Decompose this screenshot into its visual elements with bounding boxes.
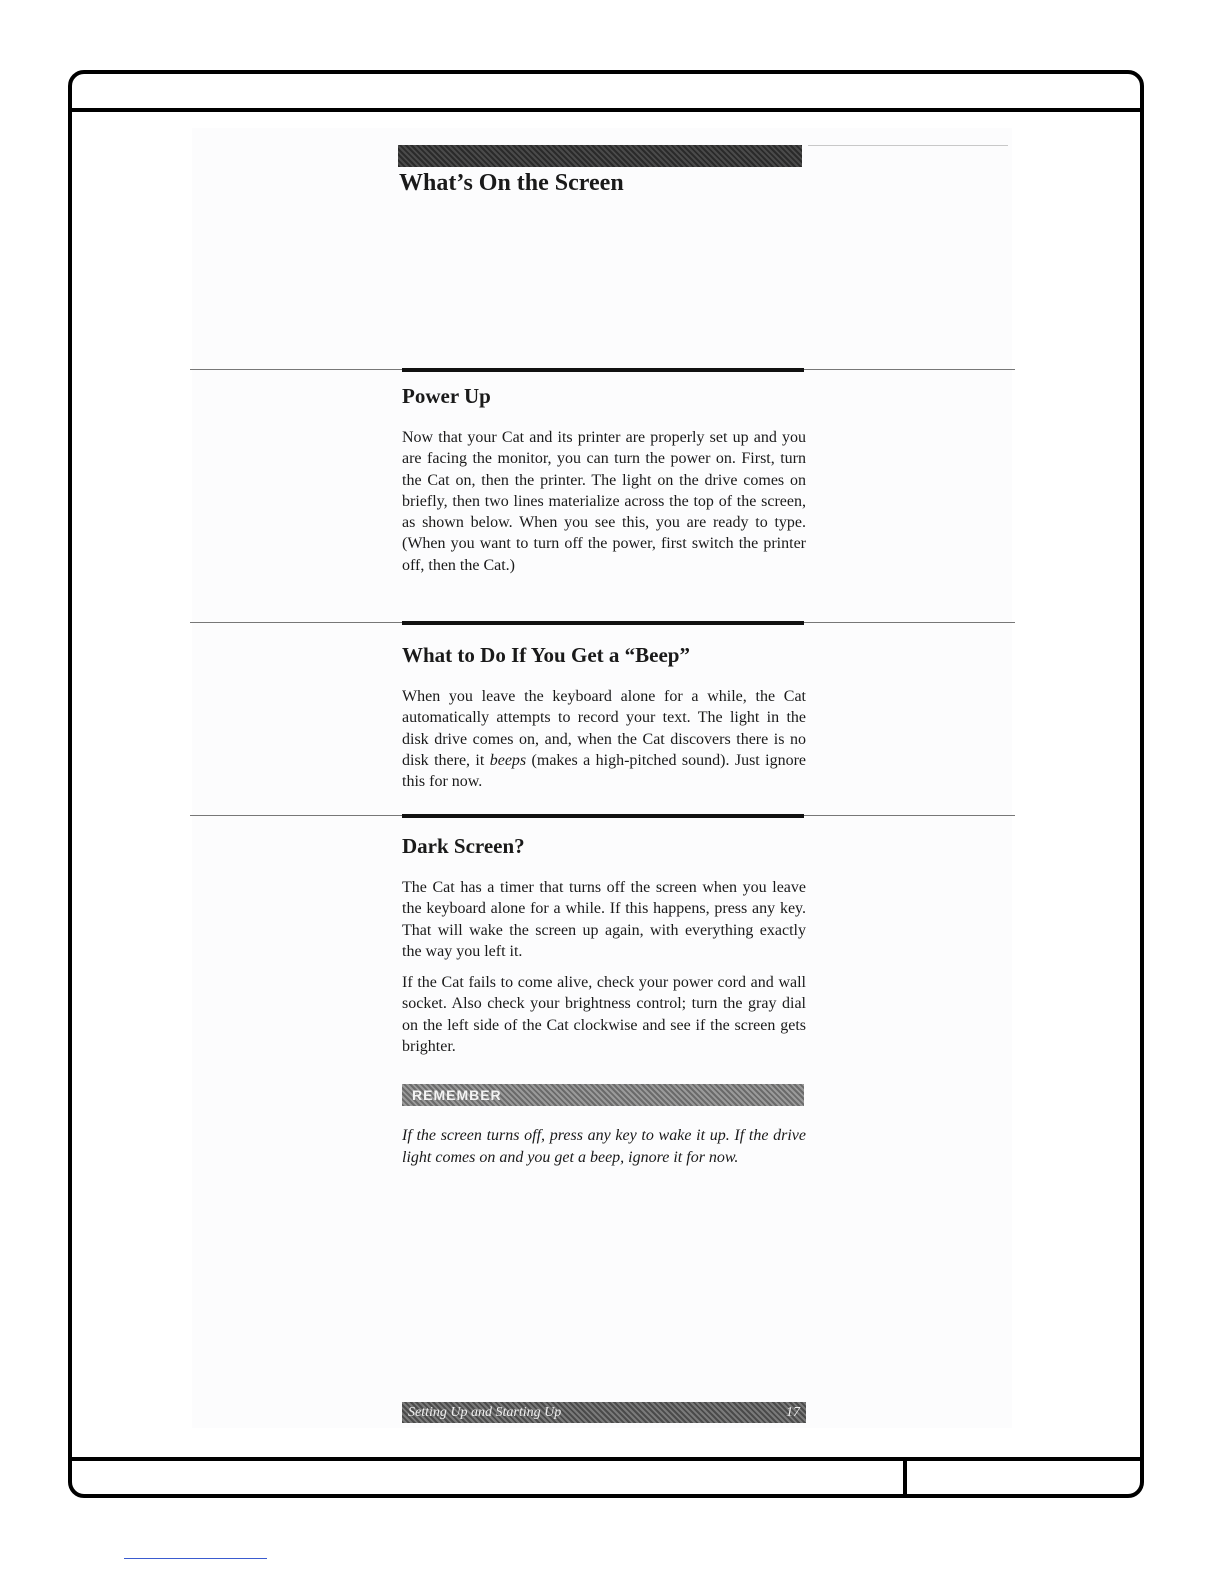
page-footer-bar	[402, 1402, 806, 1423]
section-divider-thick	[402, 368, 804, 372]
section-heading: What to Do If You Get a “Beep”	[402, 643, 690, 667]
bottom-underline	[124, 1558, 267, 1559]
section-beep	[402, 643, 806, 802]
section-paragraph: The Cat has a timer that turns off the screen when you leave the keyboard alone for a while. If this happens, press any key. That will wake the screen up again, with everything exactly the way you left it.	[402, 879, 806, 960]
paragraph-text: When you leave the keyboard alone for a while, the Cat automatically attempts to record your text. The light in the disk drive comes on, and, when the Cat discovers there is no disk there, it	[402, 688, 806, 769]
section-paragraph: Now that your Cat and its printer are properly set up and you are facing the monitor, you can turn the power on. First, turn the Cat on, then the printer. The light on the drive comes on briefly, then two lines materialize across the top of the screen, as shown below. When you see this, you are ready to type. (When you want to turn off the power, first switch the printer off, then the Cat.)	[402, 429, 806, 574]
emphasis-beeps: beeps	[489, 751, 527, 769]
section-divider-thick	[402, 621, 804, 625]
footer-divider	[903, 1457, 907, 1498]
page-title: What’s On the Screen	[399, 170, 624, 196]
section-divider-thick	[402, 814, 804, 818]
title-bar	[398, 145, 802, 167]
faint-rule	[808, 145, 1008, 146]
section-paragraph	[402, 686, 806, 792]
section-paragraph: If the Cat fails to come alive, check your power cord and wall socket. Also check your brightness control; turn the gray dial on the left side of the Cat clockwise and see if the screen gets brighter.	[402, 974, 806, 1056]
footer-page-number: 17	[786, 1405, 800, 1420]
footer-rule	[68, 1457, 1144, 1461]
section-dark-screen	[402, 834, 806, 1067]
paragraph-text: (makes a high-pitched sound). Just ignore this for now.	[402, 751, 806, 791]
remember-banner: REMEMBER	[402, 1084, 804, 1106]
section-power-up	[402, 384, 806, 586]
section-heading: Power Up	[402, 384, 491, 408]
header-rule	[68, 108, 1144, 112]
footer-chapter: Setting Up and Starting Up	[408, 1405, 562, 1420]
remember-text: If the screen turns off, press any key to wake it up. If the drive light comes on and you get a beep, ignore it for now.	[402, 1127, 806, 1166]
section-heading: Dark Screen?	[402, 834, 525, 858]
